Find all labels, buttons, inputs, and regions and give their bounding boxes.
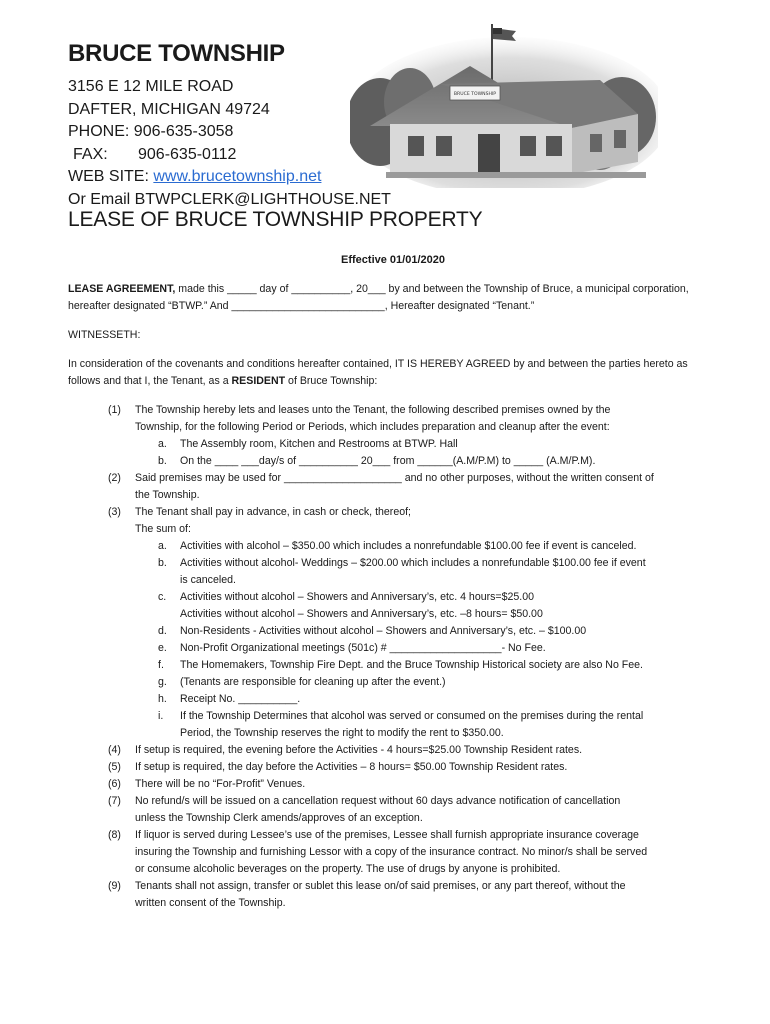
item-letter: h. [158, 693, 167, 705]
item-text: Non-Profit Organizational meetings (501c) # ___________________- No Fee. [180, 642, 546, 654]
clause-2 [68, 470, 708, 487]
fee-item-f [68, 657, 708, 674]
agreement-text: made this _____ day of __________, 20___ by and between the Township of Bruce, a municipal corporation, hereafter designated “BTWP.” And __________________________, Hereafter designated “Tenant.” [68, 283, 689, 312]
clause-text: There will be no “For-Profit” Venues. [135, 778, 306, 790]
clause-8-continued: insuring the Township and furnishing Lessor with a copy of the insurance contract. No minor/s shall be served [135, 846, 648, 858]
township-hall-photo [350, 22, 658, 188]
township-name: BRUCE TOWNSHIP [68, 40, 285, 67]
item-text: Activities without alcohol – Showers and Anniversary’s, etc. 4 hours=$25.00 [180, 591, 535, 603]
item-letter: a. [158, 438, 167, 450]
website-link[interactable]: www.brucetownship.net [153, 168, 322, 185]
clause-number: (1) [108, 404, 121, 416]
clause-number: (4) [108, 744, 121, 756]
item-text: Activities without alcohol- Weddings – $200.00 which includes a nonrefundable $100.00 fee if event [180, 557, 646, 569]
clause-number: (2) [108, 472, 121, 484]
clause-number: (3) [108, 506, 121, 518]
clause-text: If liquor is served during Lessee’s use of the premises, Lessee shall furnish appropriate insurance coverage [135, 829, 639, 841]
fee-item-i-continued: Period, the Township reserves the right to modify the rent to $350.00. [180, 727, 504, 739]
item-letter: i. [158, 710, 164, 722]
clause-1 [68, 402, 708, 419]
fee-item-c [68, 589, 708, 606]
item-letter: e. [158, 642, 167, 654]
item-letter: g. [158, 676, 167, 688]
website-label: WEB SITE: [68, 168, 149, 185]
clause-text: The Township hereby lets and leases unto the Tenant, the following described premises owned by the [135, 404, 611, 416]
item-text: Activities with alcohol – $350.00 which includes a nonrefundable $100.00 fee if event is canceled. [180, 540, 637, 552]
clause-text: The Tenant shall pay in advance, in cash or check, thereof; [135, 506, 411, 518]
clause-1-continued: Township, for the following Period or Periods, which includes preparation and cleanup after the event: [135, 421, 610, 433]
item-text: Receipt No. __________. [180, 693, 301, 705]
item-text: (Tenants are responsible for cleaning up after the event.) [180, 676, 446, 688]
clause-1-item-a [68, 436, 708, 453]
fax-label: FAX: [73, 145, 108, 163]
clause-text: No refund/s will be issued on a cancellation request without 60 days advance notification of cancellation [135, 795, 621, 807]
consideration-text: In consideration of the covenants and conditions hereafter contained, IT IS HEREBY AGREED by and between the parties hereto as follows and that I, the Tenant, as a [68, 358, 688, 387]
effective-date: Effective 01/01/2020 [341, 254, 445, 266]
resident-label: RESIDENT [231, 375, 286, 387]
clause-9-continued: written consent of the Township. [135, 897, 286, 909]
item-text: On the ____ ___day/s of __________ 20___ from ______(A.M/P.M) to _____ (A.M/P.M). [180, 455, 596, 467]
item-text: The Homemakers, Township Fire Dept. and the Bruce Township Historical society are also No Fee. [180, 659, 643, 671]
email-line: Or Email BTWPCLERK@LIGHTHOUSE.NET [68, 190, 391, 208]
item-text: The Assembly room, Kitchen and Restrooms at BTWP. Hall [180, 438, 458, 450]
item-letter: f. [158, 659, 164, 671]
fee-item-h [68, 691, 708, 708]
consideration-text-end: of Bruce Township: [285, 375, 378, 387]
document-title: LEASE OF BRUCE TOWNSHIP PROPERTY [68, 208, 483, 231]
fee-item-a [68, 538, 708, 555]
clause-2-continued: the Township. [135, 489, 200, 501]
item-letter: c. [158, 591, 167, 603]
clause-7 [68, 793, 708, 810]
fee-item-b [68, 555, 708, 572]
document-body [68, 252, 708, 912]
clause-3 [68, 504, 708, 521]
fee-item-i [68, 708, 708, 725]
witnesseth-heading: WITNESSETH: [68, 329, 141, 341]
clause-number: (7) [108, 795, 121, 807]
consideration-paragraph [68, 356, 708, 390]
phone-line: PHONE: 906-635-3058 [68, 123, 234, 140]
item-letter: d. [158, 625, 167, 637]
fee-item-e [68, 640, 708, 657]
fee-item-d [68, 623, 708, 640]
clause-number: (6) [108, 778, 121, 790]
clause-1-item-b [68, 453, 708, 470]
city-line: DAFTER, MICHIGAN 49724 [68, 100, 270, 118]
clause-text: If setup is required, the day before the Activities – 8 hours= $50.00 Township Resident rates. [135, 761, 568, 773]
clause-6 [68, 776, 708, 793]
fee-item-c-continued: Activities without alcohol – Showers and Anniversary’s, etc. –8 hours= $50.00 [180, 608, 543, 620]
hall-sign-text: BRUCE TOWNSHIP [453, 92, 497, 97]
agreement-heading: LEASE AGREEMENT, [68, 283, 176, 295]
item-text: Non-Residents - Activities without alcohol – Showers and Anniversary’s, etc. – $100.00 [180, 625, 587, 637]
fee-item-g [68, 674, 708, 691]
clause-4 [68, 742, 708, 759]
clause-text: Tenants shall not assign, transfer or sublet this lease on/of said premises, or any part thereof, without the [135, 880, 626, 892]
clause-number: (9) [108, 880, 121, 892]
address-line: 3156 E 12 MILE ROAD [68, 78, 234, 95]
clause-7-continued: unless the Township Clerk amends/approves of an exception. [135, 812, 423, 824]
clause-text: If setup is required, the evening before the Activities - 4 hours=$25.00 Township Resident rates. [135, 744, 583, 756]
clause-number: (8) [108, 829, 121, 841]
fax-number: 906-635-0112 [138, 145, 237, 163]
clause-5 [68, 759, 708, 776]
clause-text: Said premises may be used for ____________________ and no other purposes, without the written consent of [135, 472, 654, 484]
clause-number: (5) [108, 761, 121, 773]
clause-8 [68, 827, 708, 844]
clause-3-sum-of: The sum of: [135, 523, 191, 535]
item-letter: b. [158, 455, 167, 467]
item-letter: b. [158, 557, 167, 569]
fee-item-b-continued: is canceled. [180, 574, 236, 586]
item-letter: a. [158, 540, 167, 552]
clause-8-continued-2: or consume alcoholic beverages on the property. The use of drugs by anyone is prohibited. [135, 863, 561, 875]
clause-9 [68, 878, 708, 895]
item-text: If the Township Determines that alcohol was served or consumed on the premises during the rental [180, 710, 644, 722]
lease-agreement-paragraph [68, 281, 708, 315]
